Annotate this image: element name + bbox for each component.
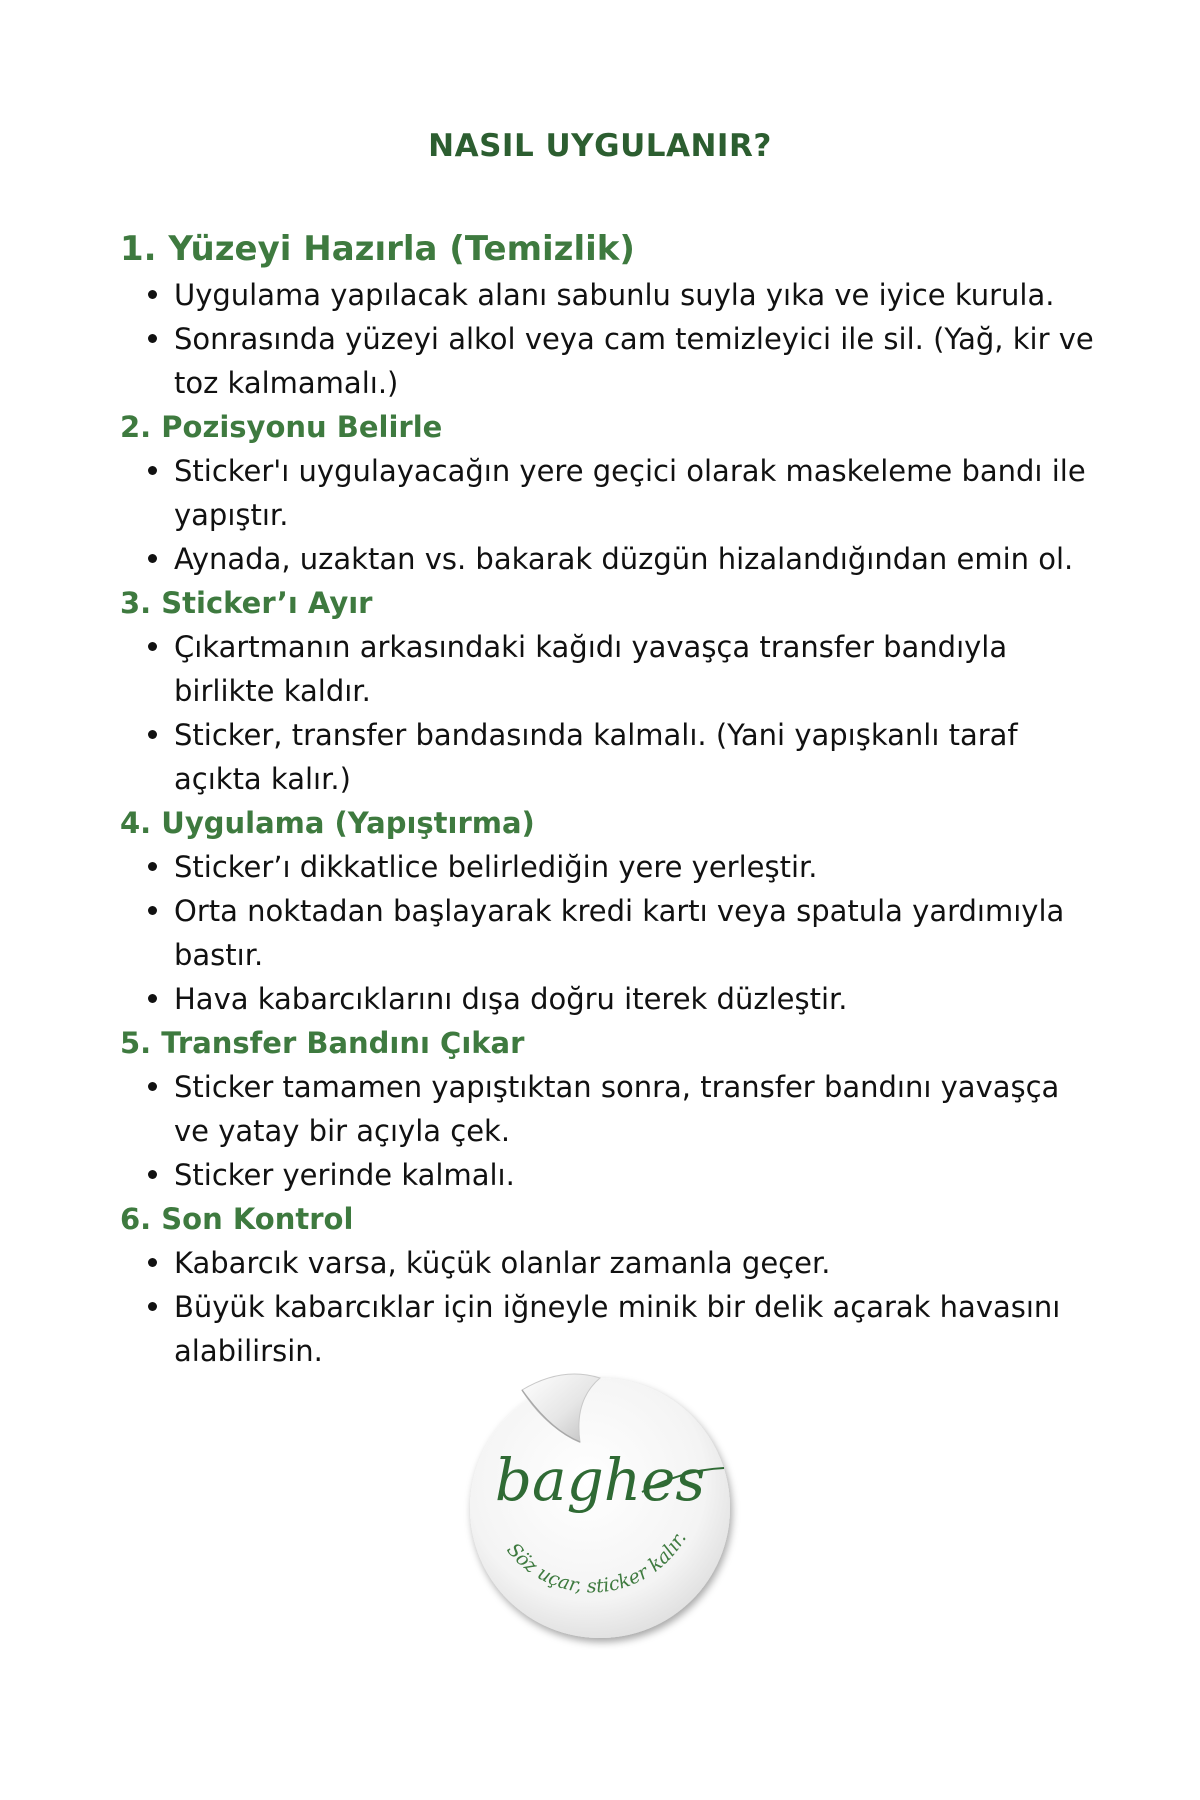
step-2: [120, 405, 1100, 581]
sticker-slogan-text: Söz uçar, sticker kalır.: [502, 1528, 691, 1598]
step-heading: 3. Sticker’ı Ayır: [120, 586, 373, 620]
bullet-list: [120, 449, 1100, 581]
bullet-icon: [148, 1170, 157, 1179]
step-6: [120, 1197, 1100, 1373]
bullet-list: [120, 1065, 1100, 1197]
bullet-icon: [148, 290, 157, 299]
step-5: [120, 1021, 1100, 1197]
list-item: [120, 1153, 1100, 1197]
step-3: [120, 581, 1100, 801]
list-item: [120, 317, 1100, 405]
step-heading: 2. Pozisyonu Belirle: [120, 410, 443, 444]
step-4: [120, 801, 1100, 1021]
step-heading: 1. Yüzeyi Hazırla (Temizlik): [120, 229, 635, 269]
bullet-icon: [148, 1082, 157, 1091]
list-item-text: Sticker’ı dikkatlice belirlediğin yere yerleştir.: [174, 850, 818, 884]
brand-sticker: [452, 1360, 742, 1650]
list-item: [120, 713, 1100, 801]
list-item: [120, 845, 1100, 889]
bullet-icon: [148, 1302, 157, 1311]
list-item-text: Kabarcık varsa, küçük olanlar zamanla geçer.: [174, 1246, 831, 1280]
bullet-icon: [148, 334, 157, 343]
list-item: [120, 1065, 1100, 1153]
list-item: [120, 977, 1100, 1021]
list-item-text: Çıkartmanın arkasındaki kağıdı yavaşça transfer bandıyla birlikte kaldır.: [174, 630, 1008, 708]
list-item-text: Sonrasında yüzeyi alkol veya cam temizleyici ile sil. (Yağ, kir ve toz kalmamalı.): [174, 322, 1094, 400]
bullet-icon: [148, 994, 157, 1003]
sticker-brand-text: baghes: [494, 1446, 706, 1514]
bullet-icon: [148, 642, 157, 651]
list-item-text: Orta noktadan başlayarak kredi kartı veya spatula yardımıyla bastır.: [174, 894, 1065, 972]
step-heading: 4. Uygulama (Yapıştırma): [120, 806, 535, 840]
bullet-icon: [148, 906, 157, 915]
list-item-text: Büyük kabarcıklar için iğneyle minik bir delik açarak havasını alabilirsin.: [174, 1290, 1061, 1368]
list-item-text: Hava kabarcıklarını dışa doğru iterek düzleştir.: [174, 982, 848, 1016]
bullet-icon: [148, 862, 157, 871]
list-item: [120, 537, 1100, 581]
page-title: NASIL UYGULANIR?: [428, 128, 772, 164]
list-item: [120, 625, 1100, 713]
list-item: [120, 449, 1100, 537]
step-heading: 5. Transfer Bandını Çıkar: [120, 1026, 525, 1060]
bullet-icon: [148, 730, 157, 739]
list-item-text: Sticker'ı uygulayacağın yere geçici olarak maskeleme bandı ile yapıştır.: [174, 454, 1086, 532]
list-item-text: Uygulama yapılacak alanı sabunlu suyla yıka ve iyice kurula.: [174, 278, 1055, 312]
list-item-text: Sticker, transfer bandasında kalmalı. (Yani yapışkanlı taraf açıkta kalır.): [174, 718, 1018, 796]
list-item-text: Sticker yerinde kalmalı.: [174, 1158, 515, 1192]
list-item: [120, 273, 1100, 317]
bullet-icon: [148, 1258, 157, 1267]
step-1: [120, 225, 1100, 405]
step-heading: 6. Son Kontrol: [120, 1202, 354, 1236]
steps-list: [120, 225, 1100, 1373]
bullet-list: [120, 1241, 1100, 1373]
list-item-text: Aynada, uzaktan vs. bakarak düzgün hizalandığından emin ol.: [174, 542, 1074, 576]
bullet-icon: [148, 554, 157, 563]
list-item: [120, 889, 1100, 977]
bullet-list: [120, 273, 1100, 405]
bullet-list: [120, 845, 1100, 1021]
sticker-logo-icon: [452, 1360, 742, 1650]
bullet-list: [120, 625, 1100, 801]
list-item-text: Sticker tamamen yapıştıktan sonra, transfer bandını yavaşça ve yatay bir açıyla çek.: [174, 1070, 1060, 1148]
list-item: [120, 1241, 1100, 1285]
bullet-icon: [148, 466, 157, 475]
